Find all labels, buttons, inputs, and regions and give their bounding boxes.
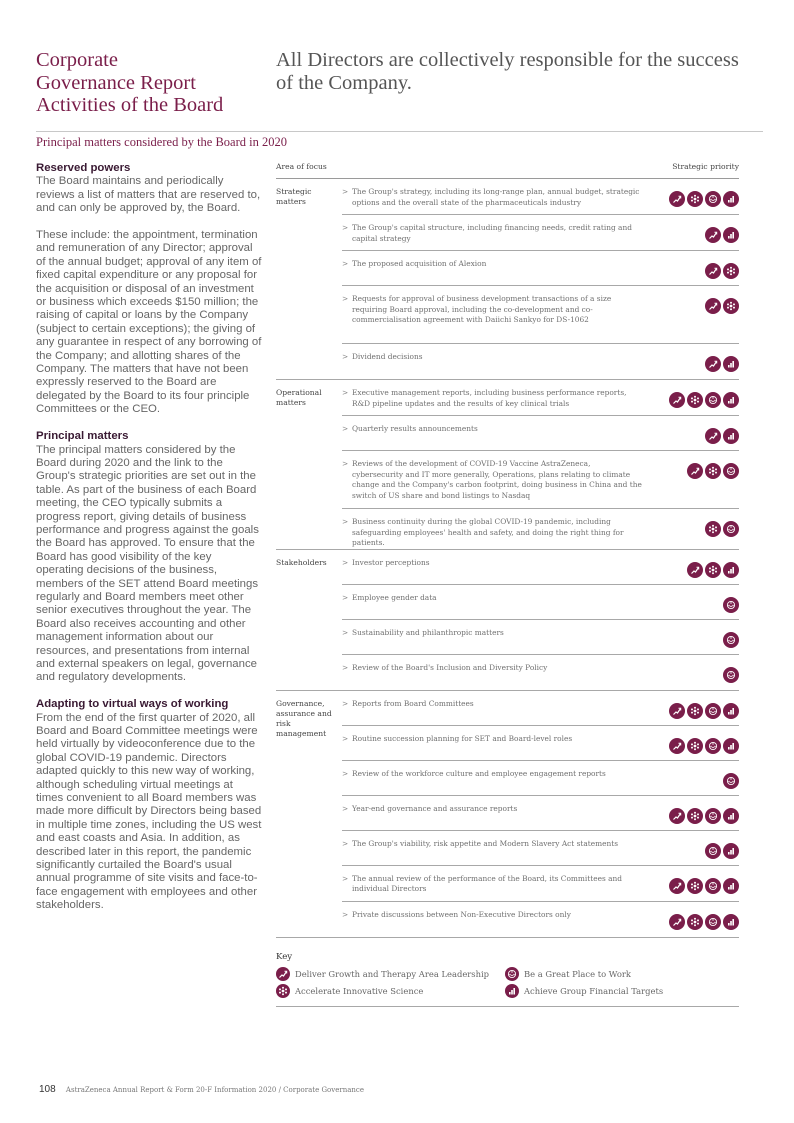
table-row <box>342 726 739 761</box>
growth-chart-icon <box>687 562 703 578</box>
table-row <box>342 251 739 286</box>
chevron-right-icon: > <box>342 768 349 778</box>
row-text <box>342 628 642 639</box>
reserved-powers-heading: Reserved powers <box>36 162 131 174</box>
row-text <box>342 294 642 326</box>
chevron-right-icon: > <box>342 909 349 919</box>
great-place-to-work-icon <box>723 597 739 613</box>
title-line-2: Governance Report <box>36 71 196 94</box>
key-item <box>505 984 734 998</box>
row-text <box>342 459 642 501</box>
chevron-right-icon: > <box>342 733 349 743</box>
group-rows <box>342 380 739 549</box>
column-strategic-priority: Strategic priority <box>672 162 739 171</box>
row-text <box>342 558 642 569</box>
row-description: Business continuity during the global COVID-19 pandemic, including safeguarding employees' health and safety, and doing the right thing for patients. <box>352 517 624 548</box>
row-text <box>342 259 642 270</box>
great-place-to-work-icon <box>705 392 721 408</box>
row-description: Requests for approval of business development transactions of a size requiring Board approval, including the co-development and co-commercialisation agreement with Daiichi Sankyo for DS-1062 <box>352 294 612 325</box>
virtual-working-text: From the end of the first quarter of 2020, all Board and Board Committee meetings were held virtually by videoconference due to the global COVID-19 pandemic. Directors adapted quickly to this new way of working, although scheduling virtual meetings at times convenient to all Board members was made more difficult by Directors being based in multiple time zones, including the US west and east coasts and Asia. In addition, as described later in this report, the pandemic significantly curtailed the Board's usual annual programme of site visits and face-to-face engagement with employees and other stakeholders. <box>36 711 262 912</box>
row-description: The annual review of the performance of the Board, its Committees and individual Directors <box>352 873 623 894</box>
chevron-right-icon: > <box>342 627 349 637</box>
group-label: Governance, assurance and risk management <box>276 698 332 738</box>
virtual-working-heading: Adapting to virtual ways of working <box>36 698 229 711</box>
table-row <box>342 286 739 344</box>
table-row <box>342 620 739 655</box>
growth-chart-icon <box>669 191 685 207</box>
chevron-right-icon: > <box>342 388 349 397</box>
financial-bar-chart-icon <box>723 428 739 444</box>
strategic-priority-icons <box>669 804 739 824</box>
row-description: The Group's viability, risk appetite and Modern Slavery Act statements <box>352 838 619 848</box>
row-description: The Group's capital structure, including financing needs, credit rating and capital strategy <box>352 223 632 243</box>
chevron-right-icon: > <box>342 517 349 526</box>
key-label: Be a Great Place to Work <box>524 969 631 979</box>
financial-bar-chart-icon <box>723 562 739 578</box>
financial-bar-chart-icon <box>723 878 739 894</box>
row-text <box>342 352 642 363</box>
title-line-1: Corporate <box>36 49 118 71</box>
key-label: Achieve Group Financial Targets <box>524 986 664 996</box>
strategic-priority-icons <box>669 388 739 408</box>
row-text <box>342 223 642 244</box>
title-subtitle: Activities of the Board <box>36 94 224 116</box>
table-row <box>342 344 739 379</box>
strategic-priority-icons <box>705 223 739 243</box>
row-description: Routine succession planning for SET and Board-level roles <box>352 733 573 743</box>
table-row <box>342 655 739 690</box>
table-row <box>342 451 739 509</box>
chevron-right-icon: > <box>342 838 349 848</box>
growth-chart-icon <box>705 356 721 372</box>
great-place-to-work-icon <box>705 914 721 930</box>
table-group <box>276 691 739 938</box>
financial-bar-chart-icon <box>723 227 739 243</box>
row-description: Quarterly results announcements <box>352 424 478 433</box>
table-row <box>342 902 739 937</box>
table-row <box>342 179 739 215</box>
chevron-right-icon: > <box>342 259 349 268</box>
chevron-right-icon: > <box>342 352 349 361</box>
chevron-right-icon: > <box>342 294 349 303</box>
row-description: Year-end governance and assurance reports <box>352 803 518 813</box>
row-description: Executive management reports, including business performance reports, R&D pipeline updates and the results of key clinical trials <box>352 388 627 408</box>
table-row <box>342 585 739 620</box>
financial-bar-chart-icon <box>723 808 739 824</box>
science-molecule-icon <box>687 808 703 824</box>
group-label: Strategic matters <box>276 187 312 206</box>
financial-bar-chart-icon <box>723 738 739 754</box>
strategic-priority-icons <box>669 910 739 930</box>
chevron-right-icon: > <box>342 223 349 232</box>
principal-matters-text: The principal matters considered by the Board during 2020 and the link to the Group's strategic priorities are set out in the table. As part of the business of each Board meeting, the CEO typically submits a progress report, giving details of business performance and progress against the goals the Board has approved. To ensure that the Board has good visibility of the key operating decisions of the business, members of the SET attend Board meetings regularly and Board members meet other senior executives throughout the year. The Board also receives accounting and other management information about our resources, and presentations from internal and external speakers on legal, governance and regulatory developments. <box>36 443 259 684</box>
row-text <box>342 663 642 674</box>
science-molecule-icon <box>705 562 721 578</box>
row-description: Employee gender data <box>352 592 437 602</box>
row-text <box>342 699 642 710</box>
row-text <box>342 874 642 895</box>
strategic-priority-icons <box>723 769 739 789</box>
growth-chart-icon <box>669 392 685 408</box>
group-label: Operational matters <box>276 388 322 407</box>
table-group <box>276 550 739 691</box>
principal-matters-table <box>276 162 739 938</box>
row-description: Investor perceptions <box>352 557 430 567</box>
chevron-right-icon: > <box>342 459 349 468</box>
row-text <box>342 804 642 815</box>
financial-bar-chart-icon <box>723 191 739 207</box>
great-place-to-work-icon <box>705 808 721 824</box>
row-description: Dividend decisions <box>352 352 423 361</box>
row-description: Reports from Board Committees <box>352 698 474 708</box>
science-molecule-icon <box>705 521 721 537</box>
growth-chart-icon <box>669 703 685 719</box>
row-text <box>342 388 642 409</box>
strategic-priority-icons <box>723 663 739 683</box>
key-item <box>505 967 734 981</box>
strategic-priority-icons <box>723 628 739 648</box>
left-column <box>36 162 262 926</box>
table-row <box>342 509 739 549</box>
growth-chart-icon <box>276 967 290 981</box>
great-place-to-work-icon <box>723 463 739 479</box>
science-molecule-icon <box>723 263 739 279</box>
strategic-priority-icons <box>669 699 739 719</box>
key-item <box>276 967 505 981</box>
great-place-to-work-icon <box>705 843 721 859</box>
row-description: Reviews of the development of COVID-19 Vaccine AstraZeneca, cybersecurity and IT more generally, Operations, plans relating to climate change and the Company's carbon footprint, doing business in China and the switch of US share and bond listings to Nasdaq <box>352 459 642 500</box>
science-molecule-icon <box>687 392 703 408</box>
table-row <box>342 761 739 796</box>
great-place-to-work-icon <box>723 667 739 683</box>
great-place-to-work-icon <box>723 773 739 789</box>
footer-text: AstraZeneca Annual Report & Form 20-F Information 2020 / Corporate Governance <box>65 1086 364 1094</box>
chevron-right-icon: > <box>342 662 349 672</box>
growth-chart-icon <box>669 878 685 894</box>
financial-bar-chart-icon <box>723 843 739 859</box>
financial-bar-chart-icon <box>723 392 739 408</box>
great-place-to-work-icon <box>705 878 721 894</box>
financial-bar-chart-icon <box>723 703 739 719</box>
growth-chart-icon <box>669 738 685 754</box>
strategic-priority-icons <box>705 517 739 537</box>
row-text <box>342 769 642 780</box>
science-molecule-icon <box>276 984 290 998</box>
table-row <box>342 550 739 585</box>
strategic-priority-icons <box>705 424 739 444</box>
growth-chart-icon <box>705 263 721 279</box>
divider <box>36 131 763 132</box>
key-label: Deliver Growth and Therapy Area Leadership <box>295 969 490 979</box>
strategic-priority-icons <box>705 259 739 279</box>
growth-chart-icon <box>669 808 685 824</box>
science-molecule-icon <box>687 738 703 754</box>
tagline: All Directors are collectively responsible for the success of the Company. <box>276 49 739 94</box>
table-row <box>342 866 739 902</box>
growth-chart-icon <box>705 428 721 444</box>
report-title <box>36 49 266 117</box>
column-area-of-focus: Area of focus <box>276 162 327 171</box>
table-group <box>276 380 739 550</box>
chevron-right-icon: > <box>342 187 349 196</box>
strategic-priority-icons <box>669 874 739 894</box>
chevron-right-icon: > <box>342 557 349 567</box>
key-items <box>276 967 739 1007</box>
strategic-priority-icons <box>669 187 739 207</box>
great-place-to-work-icon <box>705 703 721 719</box>
section-title: Principal matters considered by the Board in 2020 <box>36 135 287 149</box>
table-row <box>342 215 739 251</box>
table-row <box>342 416 739 451</box>
page-footer <box>39 1084 364 1095</box>
strategic-priority-icons <box>723 593 739 613</box>
science-molecule-icon <box>687 914 703 930</box>
great-place-to-work-icon <box>723 632 739 648</box>
row-description: Review of the Board's Inclusion and Diversity Policy <box>352 662 548 672</box>
financial-bar-chart-icon <box>505 984 519 998</box>
key-item <box>276 984 505 998</box>
strategic-priority-icons <box>705 352 739 372</box>
table-group <box>276 179 739 380</box>
table-row <box>342 796 739 831</box>
group-rows <box>342 550 739 690</box>
key-heading: Key <box>276 952 293 962</box>
table-header <box>276 162 739 179</box>
reserved-powers-detail: These include: the appointment, termination and remuneration of any Director; approval of the annual budget; approval of any item of fixed capital expenditure or any proposal for the acquisition or disposal of an investment or business which exceeds $150 million; the raising of capital or loans by the Company (subject to certain exceptions); the giving of any guarantee in respect of any borrowing of the Company; and allotting shares of the Company. The matters that have not been expressly reserved to the Board are delegated by the Board to its four principle Committees or the CEO. <box>36 229 262 416</box>
growth-chart-icon <box>705 298 721 314</box>
table-row <box>342 691 739 726</box>
page-number: 108 <box>39 1084 56 1095</box>
row-description: Sustainability and philanthropic matters <box>352 627 504 637</box>
table-row <box>342 380 739 416</box>
row-text <box>342 187 642 208</box>
strategic-priority-icons <box>687 459 739 479</box>
row-text <box>342 734 642 745</box>
growth-chart-icon <box>687 463 703 479</box>
financial-bar-chart-icon <box>723 914 739 930</box>
group-rows <box>342 179 739 379</box>
key-label: Accelerate Innovative Science <box>295 986 424 996</box>
great-place-to-work-icon <box>705 191 721 207</box>
financial-bar-chart-icon <box>723 356 739 372</box>
group-label: Stakeholders <box>276 557 327 567</box>
key-legend <box>276 952 739 1007</box>
row-description: Review of the workforce culture and employee engagement reports <box>352 768 606 778</box>
science-molecule-icon <box>687 191 703 207</box>
row-text <box>342 517 642 549</box>
strategic-priority-icons <box>687 558 739 578</box>
chevron-right-icon: > <box>342 873 349 883</box>
row-text <box>342 839 642 850</box>
great-place-to-work-icon <box>723 521 739 537</box>
table-row <box>342 831 739 866</box>
growth-chart-icon <box>705 227 721 243</box>
science-molecule-icon <box>687 878 703 894</box>
science-molecule-icon <box>723 298 739 314</box>
row-text <box>342 910 642 921</box>
strategic-priority-icons <box>669 734 739 754</box>
principal-matters-heading: Principal matters <box>36 430 129 443</box>
row-description: The proposed acquisition of Alexion <box>352 259 487 268</box>
reserved-powers-intro: The Board maintains and periodically reviews a list of matters that are reserved to, and can only be approved by, the Board. <box>36 175 261 215</box>
group-rows <box>342 691 739 937</box>
row-text <box>342 424 642 435</box>
row-description: The Group's strategy, including its long-range plan, annual budget, strategic options and the overall state of the pharmaceuticals industry <box>352 187 640 207</box>
great-place-to-work-icon <box>505 967 519 981</box>
science-molecule-icon <box>705 463 721 479</box>
chevron-right-icon: > <box>342 592 349 602</box>
row-text <box>342 593 642 604</box>
great-place-to-work-icon <box>705 738 721 754</box>
growth-chart-icon <box>669 914 685 930</box>
chevron-right-icon: > <box>342 424 349 433</box>
strategic-priority-icons <box>705 839 739 859</box>
chevron-right-icon: > <box>342 698 349 708</box>
science-molecule-icon <box>687 703 703 719</box>
strategic-priority-icons <box>705 294 739 314</box>
chevron-right-icon: > <box>342 803 349 813</box>
row-description: Private discussions between Non-Executive Directors only <box>352 909 571 919</box>
table-body <box>276 179 739 938</box>
